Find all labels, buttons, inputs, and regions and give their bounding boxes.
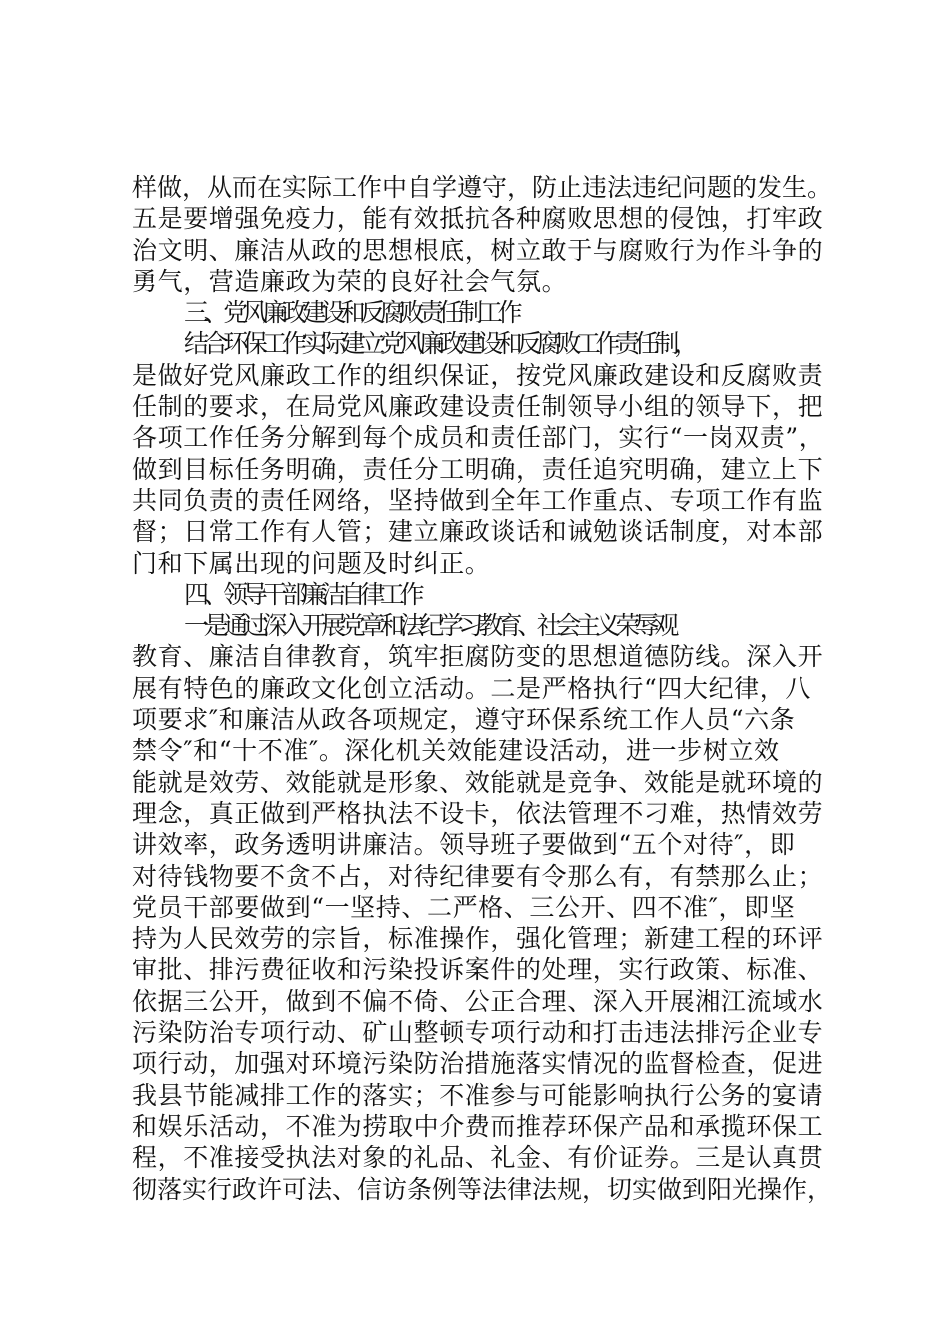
document-body [132, 172, 832, 1205]
text-line: 项行动，加强对环境污染防治措施落实情况的监督检查，促进 [132, 1049, 824, 1079]
paragraph-continuation [132, 172, 832, 297]
text-line: 勇气，营造廉政为荣的良好社会气氛。 [132, 266, 568, 296]
text-line: 审批、排污费征收和污染投诉案件的处理，实行政策、标准、 [132, 955, 824, 985]
text-line: 共同负责的责任网络，坚持做到全年工作重点、专项工作有监 [132, 485, 824, 515]
section-heading-3 [132, 297, 832, 328]
text-line: 我县节能减排工作的落实；不准参与可能影响执行公务的宴请 [132, 1080, 824, 1110]
text-line: 彻落实行政许可法、信访条例等法律法规，切实做到阳光操作， [132, 1174, 833, 1204]
paragraph-responsibility-system [132, 328, 832, 578]
paragraph-self-discipline [132, 610, 832, 1205]
text-line: 党员干部要做到“一坚持、二严格、三公开、四不准″，即坚 [132, 892, 796, 922]
text-line: 能就是效劳、效能就是形象、效能就是竞争、效能是就环境的 [132, 767, 824, 797]
text-line: 污染防治专项行动、矿山整顿专项行动和打击违法排污企业专 [132, 1018, 824, 1048]
text-line: 督；日常工作有人管；建立廉政谈话和诫勉谈话制度，对本部 [132, 517, 824, 547]
text-line: 项要求″和廉洁从政各项规定，遵守环保系统工作人员“六条 [132, 705, 796, 735]
text-line: 一是通过深入开展党章和法纪学习教育、社会主义荣辱观 [184, 611, 675, 641]
section-heading-4 [132, 579, 832, 610]
text-line: 四、领导干部廉洁自律工作 [184, 579, 420, 609]
text-line: 是做好党风廉政工作的组织保证，按党风廉政建设和反腐败责 [132, 360, 824, 390]
text-line: 讲效率，政务透明讲廉洁。领导班子要做到“五个对待″，即 [132, 830, 796, 860]
text-line: 样做，从而在实际工作中自学遵守，防止违法违纪问题的发生。 [132, 173, 833, 202]
text-line: 任制的要求，在局党风廉政建设责任制领导小组的领导下，把 [132, 392, 824, 422]
text-line: 教育、廉洁自律教育，筑牢拒腐防变的思想道德防线。深入开 [132, 642, 824, 672]
text-line: 理念，真正做到严格执法不设卡，依法管理不刁难，热情效劳 [132, 798, 824, 828]
text-line: 各项工作任务分解到每个成员和责任部门，实行“一岗双责”， [132, 423, 825, 453]
text-line: 持为人民效劳的宗旨，标准操作，强化管理；新建工程的环评 [132, 924, 824, 954]
text-line: 结合环保工作实际建立党风廉政建设和反腐败工作责任制， [184, 329, 694, 359]
text-line: 对待钱物要不贪不占，对待纪律要有令那么有，有禁那么止； [132, 861, 824, 891]
text-line: 五是要增强免疫力，能有效抵抗各种腐败思想的侵蚀，打牢政 [132, 204, 824, 234]
text-line: 门和下属出现的问题及时纠正。 [132, 548, 491, 578]
text-line: 三、党风廉政建设和反腐败责任制工作 [184, 298, 518, 328]
text-line: 治文明、廉洁从政的思想根底，树立敢于与腐败行为作斗争的 [132, 235, 824, 265]
text-line: 和娱乐活动，不准为捞取中介费而推荐环保产品和承揽环保工 [132, 1111, 824, 1141]
text-line: 依据三公开，做到不偏不倚、公正合理、深入开展湘江流域水 [132, 986, 824, 1016]
text-line: 禁令″和“十不准″。深化机关效能建设活动，进一步树立效 [132, 736, 780, 766]
text-line: 程，不准接受执法对象的礼品、礼金、有价证券。三是认真贯 [132, 1143, 824, 1173]
text-line: 展有特色的廉政文化创立活动。二是严格执行“四大纪律，八 [132, 673, 811, 703]
text-line: 做到目标任务明确，责任分工明确，责任追究明确，建立上下 [132, 454, 824, 484]
